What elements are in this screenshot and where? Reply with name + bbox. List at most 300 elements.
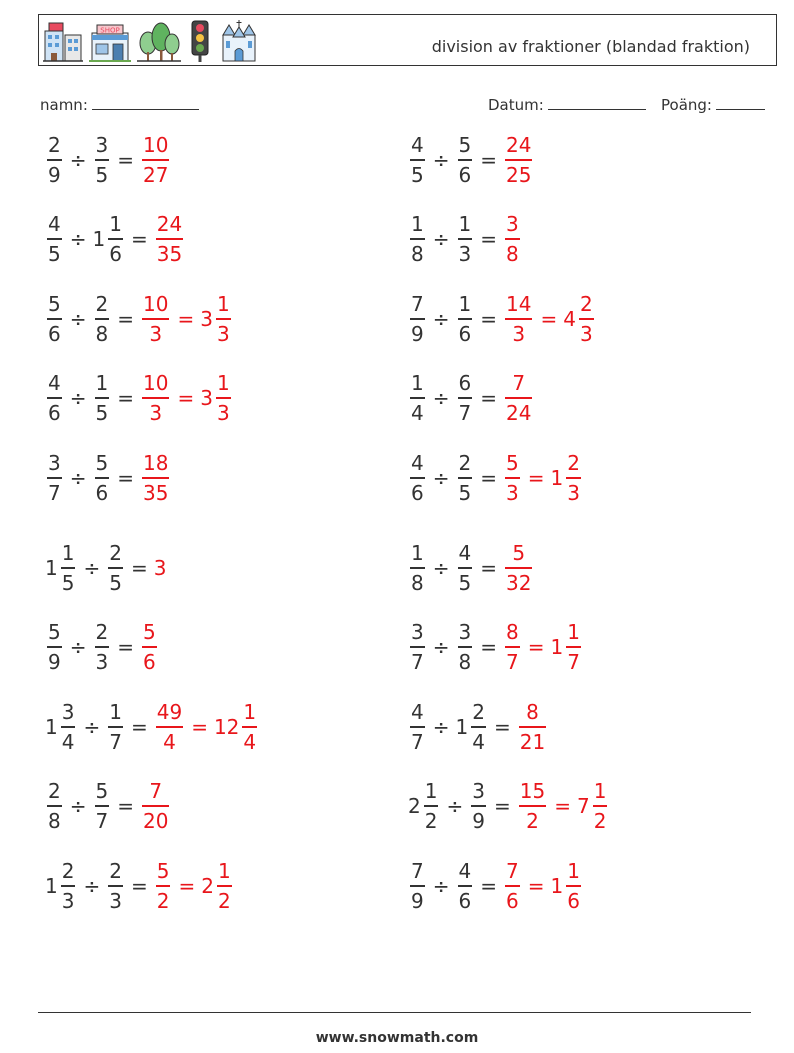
answer [154,861,234,911]
problem-item [45,443,171,513]
traffic-light-icon [187,19,213,63]
dividend-denominator: 9 [48,649,61,674]
answer-number [517,781,548,831]
answer-denominator: 21 [519,729,546,754]
answer-whole: 1 [550,874,564,898]
date-field[interactable] [488,95,646,114]
dividend-numerator: 1 [61,541,75,566]
answer-fraction [142,453,169,503]
dividend-denominator: 2 [424,808,438,833]
divisor-numerator: 4 [458,541,472,566]
answer-fraction [566,453,581,503]
dividend-fraction [47,135,62,185]
divisor-number [93,214,125,264]
answer-denominator: 3 [216,400,230,425]
footer-divider [38,1012,751,1013]
answer [503,453,583,503]
dividend-fraction [47,373,62,423]
dividend-fraction [47,453,62,503]
answer-number [551,861,583,911]
divisor-number [456,622,475,672]
dividend-number [45,453,64,503]
answer-whole: 12 [213,715,240,739]
answer-denominator: 25 [506,162,532,187]
problem-item [408,284,596,354]
divisor-number [456,861,475,911]
dividend-numerator: 2 [48,779,61,804]
dividend-denominator: 5 [411,162,424,187]
answer-fraction [505,861,520,911]
dividend-numerator: 3 [411,620,424,645]
divide-sign: ÷ [69,794,87,818]
answer-equals-sign: = [177,307,195,331]
divisor-denominator: 8 [95,321,109,346]
answer [503,543,534,593]
answer-fraction [142,373,169,423]
answer [503,373,534,423]
answer-numerator: 5 [506,451,519,476]
answer-number [551,622,583,672]
equals-sign: = [117,386,134,410]
divisor-denominator: 4 [472,729,485,754]
answer-denominator: 2 [593,808,607,833]
answer-numerator: 10 [143,133,169,158]
dividend-whole: 1 [45,715,58,739]
problem-item [408,771,609,841]
divisor-fraction [471,702,486,752]
answer [503,214,522,264]
answer-whole: 7 [576,794,590,818]
divisor-denominator: 8 [458,649,472,674]
trees-icon [137,19,181,63]
dividend-number [408,135,427,185]
problem-item [45,692,259,762]
answer-numerator: 1 [216,371,230,396]
divisor-numerator: 2 [109,541,122,566]
equals-sign: = [480,874,497,898]
dividend-fraction [410,294,425,344]
dividend-denominator: 4 [411,400,424,425]
divisor-denominator: 7 [109,729,122,754]
buildings-icon [43,19,83,63]
divisor-denominator: 5 [458,570,472,595]
divisor-numerator: 5 [458,133,472,158]
problem-item [45,125,171,195]
dividend-numerator: 4 [411,700,424,725]
answer [154,214,185,264]
answer-denominator: 4 [243,729,257,754]
answer-fraction [566,861,581,911]
answer-number [154,702,185,752]
dividend-numerator: 3 [61,700,75,725]
answer-number [503,373,534,423]
equals-sign: = [117,148,134,172]
problem-item [45,204,185,274]
problem-item [45,612,159,682]
divisor-numerator: 2 [472,700,485,725]
answer-whole: 3 [153,556,167,580]
answer-number [140,373,171,423]
divisor-numerator: 2 [95,620,109,645]
divisor-numerator: 2 [458,451,472,476]
dividend-fraction [410,622,425,672]
dividend-fraction [47,214,62,264]
dividend-numerator: 1 [411,371,424,396]
equals-sign: = [117,794,134,818]
answer-number [140,453,171,503]
answer-fraction [505,543,532,593]
equals-sign: = [480,386,497,410]
answer-whole: 1 [550,635,564,659]
dividend-denominator: 6 [48,321,61,346]
divisor-numerator: 5 [95,451,109,476]
answer-number [140,294,171,344]
equals-sign: = [493,794,511,818]
divide-sign: ÷ [432,874,450,898]
divisor-fraction [458,135,473,185]
answer-numerator: 10 [143,292,169,317]
dividend-fraction [410,453,425,503]
divide-sign: ÷ [446,794,464,818]
answer-number [201,861,233,911]
divisor-whole: 1 [92,227,106,251]
answer-equals-sign: = [177,386,195,410]
divisor-fraction [458,543,473,593]
equals-sign: = [480,556,497,580]
divisor-number [456,214,475,264]
answer-number [563,294,595,344]
divisor-number [93,453,112,503]
answer-equals-sign: = [178,874,196,898]
divisor-number [93,294,112,344]
score-label: Poäng: [661,96,712,114]
answer-numerator: 1 [567,859,580,884]
dividend-numerator: 4 [411,451,424,476]
divisor-number [456,543,475,593]
answer-fraction [505,622,520,672]
problem-item [408,125,534,195]
dividend-number [45,861,77,911]
dividend-denominator: 8 [411,570,424,595]
answer-number [154,214,185,264]
dividend-number [45,702,77,752]
answer-number [200,294,232,344]
answer-numerator: 18 [143,451,169,476]
divide-sign: ÷ [69,635,87,659]
divide-sign: ÷ [69,148,87,172]
answer [140,135,171,185]
divisor-numerator: 3 [95,133,109,158]
answer-fraction [519,781,546,831]
dividend-denominator: 9 [411,888,424,913]
divisor-fraction [458,453,473,503]
dividend-whole: 1 [45,556,58,580]
problem-item [408,851,583,921]
divisor-fraction [108,861,123,911]
divisor-number [93,135,112,185]
divisor-number [469,781,488,831]
answer-denominator: 24 [506,400,532,425]
divisor-fraction [95,453,110,503]
shop-icon [89,19,131,63]
answer [503,861,583,911]
divisor-fraction [95,781,110,831]
equals-sign: = [130,556,148,580]
divide-sign: ÷ [69,386,87,410]
dividend-denominator: 4 [61,729,75,754]
divisor-denominator: 6 [95,480,109,505]
dividend-fraction [61,543,76,593]
answer-whole: 3 [200,307,213,331]
divisor-number [456,373,475,423]
answer-number [154,861,173,911]
problem-item [408,533,534,603]
answer-number [140,135,171,185]
answer [140,294,233,344]
answer-denominator: 3 [216,321,230,346]
answer-numerator: 24 [156,212,183,237]
dividend-number [408,373,427,423]
answer-fraction [505,453,520,503]
equals-sign: = [480,635,497,659]
divisor-fraction [108,214,123,264]
equals-sign: = [130,715,148,739]
divisor-numerator: 1 [109,212,122,237]
answer-numerator: 7 [506,859,519,884]
divisor-numerator: 6 [458,371,472,396]
dividend-numerator: 1 [411,541,424,566]
divisor-numerator: 1 [95,371,109,396]
answer-denominator: 2 [156,888,170,913]
divisor-number [106,861,125,911]
answer-denominator: 3 [149,400,163,425]
answer [154,556,168,580]
dividend-fraction [410,373,425,423]
answer-fraction [142,294,169,344]
answer-fraction [156,702,183,752]
dividend-fraction [410,214,425,264]
answer-fraction [156,214,183,264]
divisor-number [93,781,112,831]
answer-whole: 2 [201,874,214,898]
answer [517,702,548,752]
dividend-number [408,861,427,911]
answer-numerator: 24 [506,133,532,158]
divisor-denominator: 6 [109,241,122,266]
answer-number [140,781,171,831]
answer-numerator: 5 [512,541,526,566]
problem-item [45,851,234,921]
answer-numerator: 5 [143,620,156,645]
date-blank[interactable] [548,95,646,110]
answer [154,702,259,752]
answer-number [214,702,259,752]
dividend-fraction [61,861,76,911]
answer [140,781,171,831]
answer-equals-sign: = [554,794,571,818]
answer-fraction [216,373,231,423]
divisor-denominator: 5 [95,162,109,187]
answer-fraction [217,861,232,911]
dividend-number [45,373,64,423]
divisor-fraction [458,373,473,423]
dividend-number [45,135,64,185]
answer [503,135,534,185]
divide-sign: ÷ [432,556,450,580]
answer-denominator: 6 [506,888,519,913]
answer-equals-sign: = [527,635,545,659]
problem-item [408,692,548,762]
equals-sign: = [130,227,148,251]
dividend-fraction [410,543,425,593]
name-label: namn: [40,96,88,114]
divisor-fraction [108,543,123,593]
dividend-number [45,294,64,344]
dividend-number [45,781,64,831]
divisor-whole: 1 [455,715,469,739]
divisor-numerator: 2 [95,292,109,317]
problem-item [408,443,583,513]
dividend-numerator: 7 [411,292,424,317]
answer-numerator: 7 [149,779,163,804]
answer-numerator: 14 [506,292,532,317]
dividend-number [408,622,427,672]
answer-fraction [505,135,532,185]
answer [140,373,233,423]
divide-sign: ÷ [432,386,450,410]
divide-sign: ÷ [83,874,101,898]
answer-numerator: 49 [156,700,183,725]
score-blank[interactable] [716,95,765,110]
divisor-numerator: 4 [458,859,472,884]
divide-sign: ÷ [83,715,101,739]
dividend-numerator: 2 [61,859,75,884]
divisor-denominator: 6 [458,321,472,346]
answer-numerator: 2 [579,292,593,317]
dividend-whole: 2 [408,794,421,818]
problem-item [45,533,167,603]
answer-fraction [505,373,532,423]
dividend-denominator: 7 [411,729,424,754]
answer-numerator: 1 [567,620,580,645]
divide-sign: ÷ [432,635,450,659]
answer-whole: 4 [563,307,576,331]
answer [503,622,583,672]
name-field[interactable] [40,95,199,114]
divisor-number [93,373,112,423]
dividend-denominator: 9 [48,162,61,187]
problem-item [408,204,522,274]
divisor-numerator: 5 [95,779,109,804]
score-field[interactable] [661,95,765,114]
answer-fraction [519,702,546,752]
answer-denominator: 35 [143,480,169,505]
answer-denominator: 3 [567,480,580,505]
answer-denominator: 2 [217,888,231,913]
answer-numerator: 7 [512,371,526,396]
header-icons [43,18,259,64]
divisor-denominator: 9 [472,808,485,833]
answer-fraction [142,781,169,831]
divisor-number [456,135,475,185]
dividend-number [408,543,427,593]
answer-fraction [242,702,257,752]
answer-number [503,214,522,264]
answer-denominator: 7 [567,649,580,674]
equals-sign: = [480,466,497,490]
answer-denominator: 3 [506,480,519,505]
answer-numerator: 1 [593,779,607,804]
answer [517,781,610,831]
divisor-denominator: 5 [109,570,122,595]
answer-denominator: 6 [143,649,156,674]
answer-number [503,294,534,344]
divisor-fraction [458,294,473,344]
dividend-whole: 1 [45,874,58,898]
problem-item [45,363,233,433]
divisor-numerator: 3 [472,779,485,804]
divisor-numerator: 3 [458,620,472,645]
answer-numerator: 2 [567,451,580,476]
answer-denominator: 35 [156,241,183,266]
divisor-denominator: 6 [458,162,472,187]
answer-number [503,622,522,672]
dividend-denominator: 6 [411,480,424,505]
divisor-number [106,543,125,593]
dividend-fraction [410,135,425,185]
divisor-fraction [458,861,473,911]
answer-fraction [505,294,532,344]
answer-denominator: 20 [143,808,169,833]
divisor-denominator: 6 [458,888,472,913]
answer-number [503,135,534,185]
answer-fraction [216,294,231,344]
answer-denominator: 2 [526,808,539,833]
equals-sign: = [480,307,497,331]
dividend-fraction [61,702,76,752]
dividend-numerator: 5 [48,620,61,645]
name-blank[interactable] [92,95,199,110]
divisor-denominator: 3 [95,649,109,674]
answer-number [503,543,534,593]
divisor-fraction [95,135,110,185]
answer-fraction [505,214,520,264]
equals-sign: = [480,148,497,172]
worksheet-title: division av fraktioner (blandad fraktion) [431,37,750,56]
divisor-numerator: 1 [109,700,122,725]
dividend-numerator: 1 [424,779,438,804]
answer-numerator: 8 [506,620,519,645]
answer-denominator: 3 [579,321,593,346]
answer-numerator: 5 [156,859,170,884]
answer-number [503,453,522,503]
answer-numerator: 1 [217,859,231,884]
divisor-fraction [95,373,110,423]
answer [503,294,596,344]
answer-number [577,781,609,831]
divisor-denominator: 7 [95,808,109,833]
divisor-denominator: 5 [458,480,472,505]
dividend-number [408,453,427,503]
divisor-fraction [108,702,123,752]
dividend-denominator: 9 [411,321,424,346]
dividend-denominator: 5 [61,570,75,595]
answer-denominator: 27 [143,162,169,187]
dividend-numerator: 2 [48,133,61,158]
equals-sign: = [480,227,497,251]
answer-numerator: 1 [216,292,230,317]
answer-denominator: 6 [567,888,580,913]
